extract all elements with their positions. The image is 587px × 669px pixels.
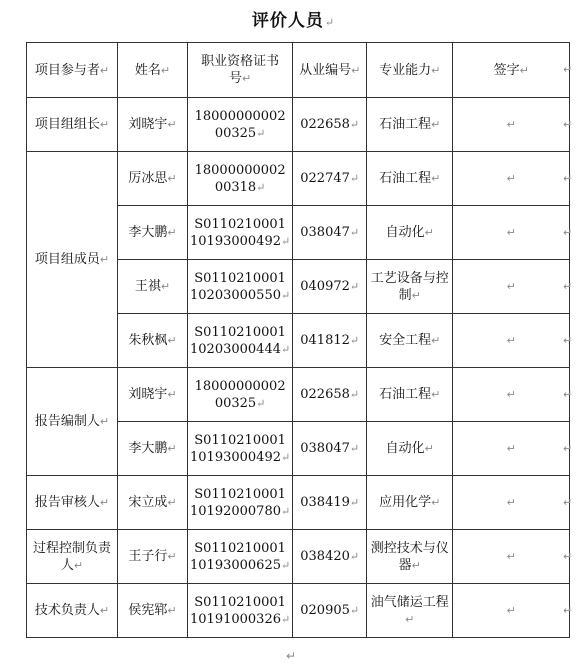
cert-number-cell: S0110210001 10203000550↵ xyxy=(188,260,293,314)
header-role: 项目参与者↵ xyxy=(27,43,118,98)
cert-number-cell: S0110210001 10193000492↵ xyxy=(188,206,293,260)
skill-cell: 石油工程↵ xyxy=(367,98,453,152)
table-row xyxy=(27,98,570,152)
cert-number-cell: S0110210001 10192000780↵ xyxy=(188,476,293,530)
paragraph-mark-icon: ↵ xyxy=(286,649,297,663)
cert-number-cell: S0110210001 10193000625↵ xyxy=(188,530,293,584)
name-cell: 刘晓宇↵ xyxy=(118,98,188,152)
signature-placeholder: ↵ xyxy=(506,550,516,563)
table-row xyxy=(27,584,570,638)
skill-cell: 测控技术与仪器↵ xyxy=(367,530,453,584)
role-cell: 项目组成员↵ xyxy=(27,152,118,368)
skill-cell: 石油工程↵ xyxy=(367,368,453,422)
row-end-mark-icon: ↵ xyxy=(563,171,573,185)
table-row xyxy=(27,530,570,584)
employee-id-cell: 038420↵ xyxy=(293,530,367,584)
skill-cell: 自动化↵ xyxy=(367,206,453,260)
row-end-mark-icon: ↵ xyxy=(563,117,573,131)
name-cell: 刘晓宇↵ xyxy=(118,368,188,422)
signature-placeholder: ↵ xyxy=(506,280,516,293)
row-end-mark-icon: ↵ xyxy=(563,387,573,401)
role-cell: 技术负责人↵ xyxy=(27,584,118,638)
row-end-mark-icon: ↵ xyxy=(563,63,573,76)
cert-number-cell: S0110210001 10203000444↵ xyxy=(188,314,293,368)
signature-cell xyxy=(453,206,573,260)
table-row xyxy=(27,152,570,206)
cert-number-cell: 18000000002 00325↵ xyxy=(188,98,293,152)
signature-placeholder: ↵ xyxy=(506,172,516,185)
cert-number-cell: S0110210001 10193000492↵ xyxy=(188,422,293,476)
name-cell: 侯宪郓↵ xyxy=(118,584,188,638)
header-emp: 从业编号↵ xyxy=(293,43,367,98)
header-skill: 专业能力↵ xyxy=(367,43,453,98)
signature-placeholder: ↵ xyxy=(506,226,516,239)
table-row xyxy=(27,476,570,530)
table-header-row xyxy=(27,43,570,98)
signature-cell xyxy=(453,422,573,476)
employee-id-cell: 022747↵ xyxy=(293,152,367,206)
role-cell: 报告审核人↵ xyxy=(27,476,118,530)
name-cell: 李大鹏↵ xyxy=(118,422,188,476)
row-end-mark-icon: ↵ xyxy=(563,333,573,347)
row-end-mark-icon: ↵ xyxy=(563,225,573,239)
skill-cell: 应用化学↵ xyxy=(367,476,453,530)
signature-placeholder: ↵ xyxy=(506,388,516,401)
row-end-mark-icon: ↵ xyxy=(563,495,573,509)
signature-cell xyxy=(453,152,573,206)
skill-cell: 油气储运工程↵ xyxy=(367,584,453,638)
employee-id-cell: 022658↵ xyxy=(293,98,367,152)
header-sign: 签字↵ xyxy=(453,43,570,98)
paragraph-mark-icon: ↵ xyxy=(324,16,336,29)
skill-cell: 工艺设备与控制↵ xyxy=(367,260,453,314)
table-row xyxy=(27,368,570,422)
header-cert: 职业资格证书号↵ xyxy=(188,43,293,98)
row-end-mark-icon: ↵ xyxy=(563,279,573,293)
signature-placeholder: ↵ xyxy=(506,334,516,347)
skill-cell: 自动化↵ xyxy=(367,422,453,476)
document-title: 评价人员↵ xyxy=(251,11,336,31)
row-end-mark-icon: ↵ xyxy=(563,603,573,617)
name-cell: 王子行↵ xyxy=(118,530,188,584)
signature-placeholder: ↵ xyxy=(506,118,516,131)
cert-number-cell: 18000000002 00325↵ xyxy=(188,368,293,422)
signature-cell xyxy=(453,260,573,314)
employee-id-cell: 038047↵ xyxy=(293,422,367,476)
signature-placeholder: ↵ xyxy=(506,604,516,617)
employee-id-cell: 040972↵ xyxy=(293,260,367,314)
signature-placeholder: ↵ xyxy=(506,442,516,455)
cert-number-cell: S0110210001 10191000326↵ xyxy=(188,584,293,638)
employee-id-cell: 041812↵ xyxy=(293,314,367,368)
row-end-mark-icon: ↵ xyxy=(563,549,573,563)
name-cell: 李大鹏↵ xyxy=(118,206,188,260)
name-cell: 宋立成↵ xyxy=(118,476,188,530)
name-cell: 王祺↵ xyxy=(118,260,188,314)
employee-id-cell: 038419↵ xyxy=(293,476,367,530)
employee-id-cell: 038047↵ xyxy=(293,206,367,260)
signature-cell xyxy=(453,368,573,422)
name-cell: 朱秋枫↵ xyxy=(118,314,188,368)
signature-cell xyxy=(453,314,573,368)
role-cell: 项目组组长↵ xyxy=(27,98,118,152)
employee-id-cell: 020905↵ xyxy=(293,584,367,638)
signature-cell xyxy=(453,530,573,584)
signature-cell xyxy=(453,476,573,530)
cert-number-cell: 18000000002 00318↵ xyxy=(188,152,293,206)
evaluator-table xyxy=(26,42,573,638)
role-cell: 过程控制负责人↵ xyxy=(27,530,118,584)
header-name: 姓名↵ xyxy=(118,43,188,98)
signature-cell xyxy=(453,98,573,152)
skill-cell: 安全工程↵ xyxy=(367,314,453,368)
signature-placeholder: ↵ xyxy=(506,496,516,509)
employee-id-cell: 022658↵ xyxy=(293,368,367,422)
signature-cell xyxy=(453,584,573,638)
row-end-mark-icon: ↵ xyxy=(563,441,573,455)
role-cell: 报告编制人↵ xyxy=(27,368,118,476)
name-cell: 厉冰思↵ xyxy=(118,152,188,206)
skill-cell: 石油工程↵ xyxy=(367,152,453,206)
